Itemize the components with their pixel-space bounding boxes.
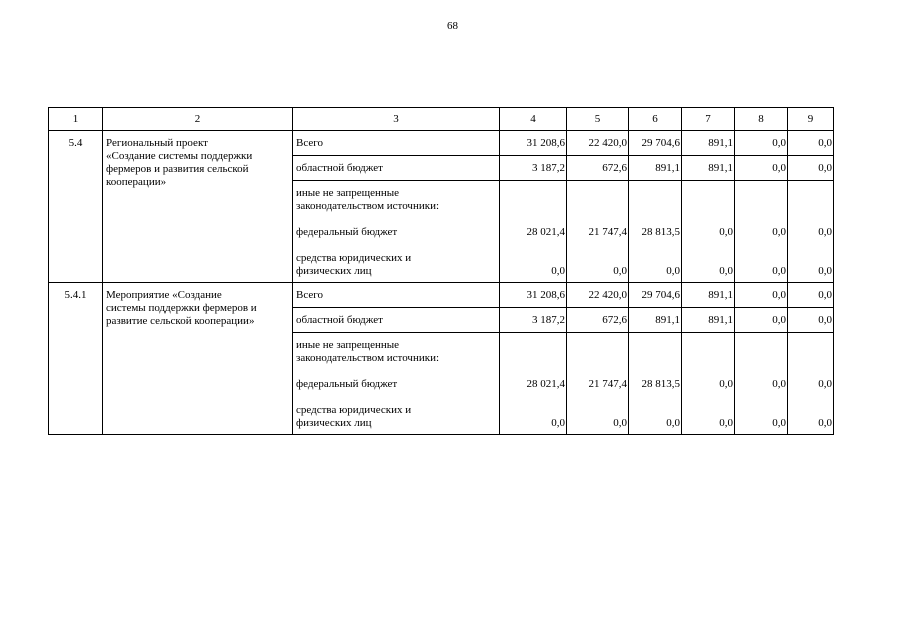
source-label: Всего xyxy=(293,131,500,156)
row-number: 5.4 xyxy=(49,131,103,283)
row-title-line: фермеров и развития сельской xyxy=(106,163,249,175)
value-cell: 891,1 xyxy=(629,156,682,181)
value-federal: 28 021,4 xyxy=(526,378,565,390)
value-federal: 0,0 xyxy=(818,378,832,390)
value-cell: 0,0 xyxy=(788,283,834,308)
value-cell: 0,0 xyxy=(735,131,788,156)
value-cell: 891,1 xyxy=(682,156,735,181)
value-legal: 0,0 xyxy=(719,265,733,277)
value-block-cell xyxy=(567,181,629,283)
value-cell: 3 187,2 xyxy=(500,156,567,181)
value-federal: 28 813,5 xyxy=(641,378,680,390)
value-block-cell xyxy=(567,333,629,435)
header-cell: 5 xyxy=(567,108,629,131)
value-block-cell xyxy=(735,181,788,283)
row-title-line: развитие сельской кооперации» xyxy=(106,315,255,327)
value-block-cell xyxy=(500,181,567,283)
value-federal: 0,0 xyxy=(719,226,733,238)
row-number: 5.4.1 xyxy=(49,283,103,435)
value-cell: 29 704,6 xyxy=(629,283,682,308)
value-block-cell xyxy=(682,181,735,283)
source-heading-line: иные не запрещенные xyxy=(296,339,400,351)
source-federal: федеральный бюджет xyxy=(296,378,398,390)
source-heading-line: законодательством источники: xyxy=(296,352,440,364)
table-row xyxy=(49,283,834,308)
value-legal: 0,0 xyxy=(613,417,627,429)
value-cell: 891,1 xyxy=(682,131,735,156)
value-cell: 891,1 xyxy=(682,308,735,333)
value-block-cell xyxy=(629,333,682,435)
row-title-line: кооперации» xyxy=(106,176,167,188)
value-cell: 891,1 xyxy=(629,308,682,333)
value-federal: 28 813,5 xyxy=(641,226,680,238)
row-title-line: Мероприятие «Создание xyxy=(106,289,222,301)
source-block xyxy=(293,333,500,435)
source-heading-line: законодательством источники: xyxy=(296,200,440,212)
header-cell: 1 xyxy=(49,108,103,131)
value-legal: 0,0 xyxy=(551,265,565,277)
value-legal: 0,0 xyxy=(772,417,786,429)
value-legal: 0,0 xyxy=(666,265,680,277)
header-cell: 2 xyxy=(103,108,293,131)
header-cell: 9 xyxy=(788,108,834,131)
value-cell: 0,0 xyxy=(735,308,788,333)
row-title-line: Региональный проект xyxy=(106,137,208,149)
value-cell: 22 420,0 xyxy=(567,283,629,308)
value-cell: 0,0 xyxy=(788,308,834,333)
value-cell: 0,0 xyxy=(735,283,788,308)
value-legal: 0,0 xyxy=(719,417,733,429)
value-federal: 0,0 xyxy=(818,226,832,238)
value-cell: 672,6 xyxy=(567,308,629,333)
value-legal: 0,0 xyxy=(551,417,565,429)
value-block-cell xyxy=(788,181,834,283)
row-title xyxy=(103,283,293,435)
header-cell: 8 xyxy=(735,108,788,131)
source-federal: федеральный бюджет xyxy=(296,226,398,238)
header-cell: 3 xyxy=(293,108,500,131)
value-legal: 0,0 xyxy=(818,265,832,277)
header-cell: 7 xyxy=(682,108,735,131)
value-cell: 31 208,6 xyxy=(500,131,567,156)
row-title xyxy=(103,131,293,283)
source-heading-line: иные не запрещенные xyxy=(296,187,400,199)
value-cell: 22 420,0 xyxy=(567,131,629,156)
row-title-line: системы поддержки фермеров и xyxy=(106,302,257,314)
value-cell: 0,0 xyxy=(788,131,834,156)
source-block xyxy=(293,181,500,283)
value-block-cell xyxy=(735,333,788,435)
value-legal: 0,0 xyxy=(613,265,627,277)
value-cell: 3 187,2 xyxy=(500,308,567,333)
header-cell: 6 xyxy=(629,108,682,131)
value-cell: 0,0 xyxy=(788,156,834,181)
header-cell: 4 xyxy=(500,108,567,131)
source-label: областной бюджет xyxy=(293,156,500,181)
header-row xyxy=(49,108,834,131)
value-federal: 0,0 xyxy=(772,378,786,390)
source-label: областной бюджет xyxy=(293,308,500,333)
value-block-cell xyxy=(629,181,682,283)
source-legal-line: физических лиц xyxy=(296,265,372,277)
page-number: 68 xyxy=(447,20,458,32)
source-label: Всего xyxy=(293,283,500,308)
value-cell: 31 208,6 xyxy=(500,283,567,308)
value-cell: 0,0 xyxy=(735,156,788,181)
value-cell: 672,6 xyxy=(567,156,629,181)
table-row xyxy=(49,131,834,156)
value-federal: 21 747,4 xyxy=(588,378,627,390)
source-legal-line: средства юридических и xyxy=(296,404,412,416)
budget-table xyxy=(48,107,834,435)
row-title-line: «Создание системы поддержки xyxy=(106,150,253,162)
value-block-cell xyxy=(682,333,735,435)
value-federal: 21 747,4 xyxy=(588,226,627,238)
value-federal: 0,0 xyxy=(772,226,786,238)
value-legal: 0,0 xyxy=(772,265,786,277)
value-federal: 28 021,4 xyxy=(526,226,565,238)
value-cell: 891,1 xyxy=(682,283,735,308)
value-legal: 0,0 xyxy=(818,417,832,429)
source-legal-line: физических лиц xyxy=(296,417,372,429)
value-cell: 29 704,6 xyxy=(629,131,682,156)
value-block-cell xyxy=(788,333,834,435)
value-legal: 0,0 xyxy=(666,417,680,429)
value-block-cell xyxy=(500,333,567,435)
source-legal-line: средства юридических и xyxy=(296,252,412,264)
value-federal: 0,0 xyxy=(719,378,733,390)
